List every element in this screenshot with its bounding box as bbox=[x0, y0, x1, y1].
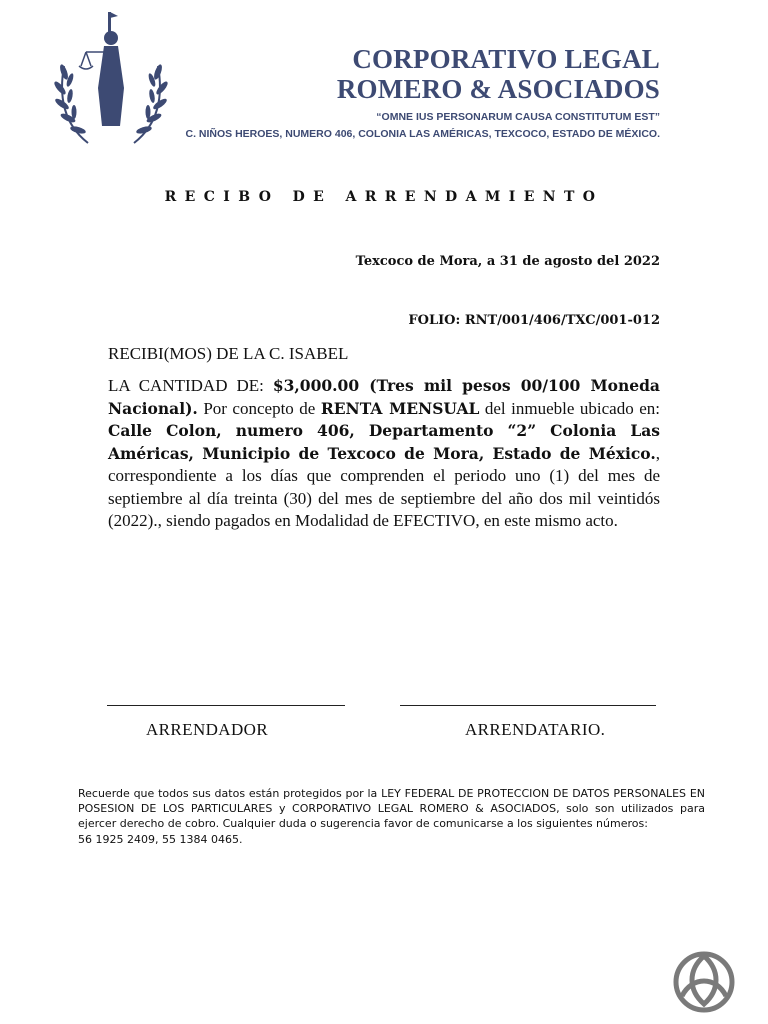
body-concept-intro: Por concepto de bbox=[197, 398, 321, 418]
folio-number: FOLIO: RNT/001/406/TXC/001-012 bbox=[408, 313, 660, 328]
firm-name-line1: CORPORATIVO LEGAL bbox=[352, 44, 660, 74]
landlord-signature-line bbox=[107, 705, 345, 706]
amount: $3,000.00 (Tres mil pesos 00/100 Moneda Nacional). bbox=[108, 376, 660, 418]
body-property-intro: del inmueble ubicado en: bbox=[479, 398, 660, 418]
body-period: , correspondiente a los días que comprenden el periodo uno (1) del mes de septiembre al día treinta (30) del mes de septiembre del año dos mil veintidós (2022)., siendo pagados en Modalidad de EFECTIVO, en este mismo acto. bbox=[108, 443, 660, 530]
firm-name bbox=[160, 44, 660, 104]
firm-name-line2: ROMERO & ASOCIADOS bbox=[336, 74, 660, 104]
landlord-label: ARRENDADOR bbox=[146, 720, 269, 739]
document-title: RECIBO DE ARRENDAMIENTO bbox=[164, 189, 604, 205]
received-from: RECIBI(MOS) DE LA C. ISABEL bbox=[108, 344, 349, 363]
tenant-label: ARRENDATARIO. bbox=[465, 720, 606, 739]
triquetra-emblem-icon bbox=[668, 946, 740, 1014]
receipt-body bbox=[108, 375, 660, 533]
contact-phones: 56 1925 2409, 55 1384 0465. bbox=[78, 832, 243, 846]
firm-address: C. NIÑOS HEROES, NUMERO 406, COLONIA LAS AMÉRICAS, TEXCOCO, ESTADO DE MÉXICO. bbox=[185, 128, 660, 140]
property-address: Calle Colon, numero 406, Departamento “2” Colonia Las Américas, Municipio de Texcoco de Mora, Estado de México. bbox=[108, 421, 660, 463]
privacy-text: Recuerde que todos sus datos están protegidos por la LEY FEDERAL DE PROTECCION DE DATOS PERSONALES EN POSESION DE LOS PARTICULARES y CORPORATIVO LEGAL ROMERO & ASOCIADOS, solo son utilizados para ejercer derecho de cobro. Cualquier duda o sugerencia favor de comunicarse a los siguientes números: bbox=[78, 787, 705, 831]
tenant-signature-line bbox=[400, 705, 656, 706]
concept: RENTA MENSUAL bbox=[320, 398, 480, 418]
privacy-notice bbox=[78, 786, 705, 847]
place-and-date: Texcoco de Mora, a 31 de agosto del 2022 bbox=[355, 254, 660, 269]
firm-motto: “OMNE IUS PERSONARUM CAUSA CONSTITUTUM EST” bbox=[376, 111, 660, 123]
body-intro: LA CANTIDAD DE: bbox=[108, 376, 273, 395]
